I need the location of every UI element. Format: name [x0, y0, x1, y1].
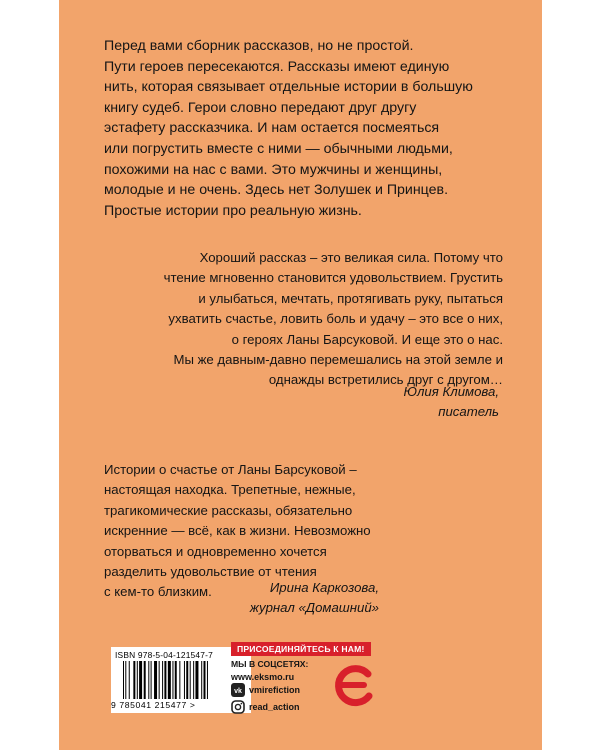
review-1-signature [279, 382, 499, 423]
barcode-number: 9 785041 215477 > [111, 700, 196, 710]
blurb-line: нить, которая связывает отдельные истории в большую [104, 79, 473, 96]
barcode [111, 647, 251, 713]
blurb-line: Перед вами сборник рассказов, но не простой. [104, 38, 414, 54]
social-heading: МЫ В СОЦСЕТЯХ: [231, 659, 309, 669]
blurb-line: или погрустить вместе с ними — обычными людьми, [104, 140, 453, 157]
instagram-link[interactable] [231, 700, 300, 714]
quote-line: настоящая находка. Трепетные, нежные, [104, 482, 356, 498]
blurb-line: Простые истории про реальную жизнь. [104, 202, 362, 219]
quote-line: с кем-то близким. [104, 584, 212, 600]
quote-line: ухватить счастье, ловить боль и удачу – это все о них, [168, 311, 503, 327]
back-cover [59, 0, 542, 750]
review-quote-1 [119, 248, 503, 391]
quote-line: Истории о счастье от Ланы Барсуковой – [104, 462, 357, 477]
quote-line: чтение мгновенно становится удовольствием. Грустить [163, 270, 503, 286]
svg-text:vk: vk [234, 688, 242, 695]
quote-line: Хороший рассказ – это великая сила. Потому что [199, 250, 503, 265]
quote-line: оторваться и одновременно хочется [104, 543, 327, 559]
instagram-handle: read_action [249, 702, 300, 712]
vk-icon [231, 683, 245, 697]
instagram-icon [231, 700, 245, 714]
barcode-bars [123, 661, 241, 699]
blurb-line: молодые и не очень. Здесь нет Золушек и Принцев. [104, 182, 449, 199]
eksmo-logo-icon [331, 660, 375, 717]
vk-link[interactable] [231, 683, 300, 697]
quote-line: Мы же давным-давно перемешались на этой земле и [173, 352, 503, 368]
review-2-signature [179, 578, 379, 619]
quote-line: разделить удовольствие от чтения [104, 564, 317, 580]
quote-line: трагикомические рассказы, обязательно [104, 502, 353, 518]
blurb-line: эстафету рассказчика. И нам остается посмеяться [104, 120, 440, 137]
reviewer-role: писатель [438, 404, 499, 420]
blurb-line: Пути героев пересекаются. Рассказы имеют единую [104, 58, 450, 75]
blurb-line: книгу судеб. Герои словно передают друг другу [104, 99, 417, 116]
reviewer-name: Юлия Климова, [403, 384, 499, 399]
reviewer-name: Ирина Каркозова, [269, 580, 379, 595]
website-link[interactable]: www.eksmo.ru [231, 672, 295, 682]
quote-line: и улыбаться, мечтать, протягивать руку, пытаться [198, 290, 503, 306]
isbn-label: ISBN 978-5-04-121547-7 [115, 650, 213, 660]
reviewer-role: журнал «Домашний» [249, 600, 379, 616]
vk-handle: vmirefiction [249, 685, 301, 695]
join-us-banner: ПРИСОЕДИНЯЙТЕСЬ К НАМ! [231, 642, 371, 656]
blurb [104, 36, 524, 221]
quote-line: искренние — всё, как в жизни. Невозможно [104, 523, 371, 539]
quote-line: о героях Ланы Барсуковой. И еще это о нас. [231, 331, 503, 347]
blurb-line: похожими на нас с вами. Это мужчины и женщины, [104, 161, 443, 178]
quote-line: однажды встретились друг с другом… [268, 372, 503, 388]
